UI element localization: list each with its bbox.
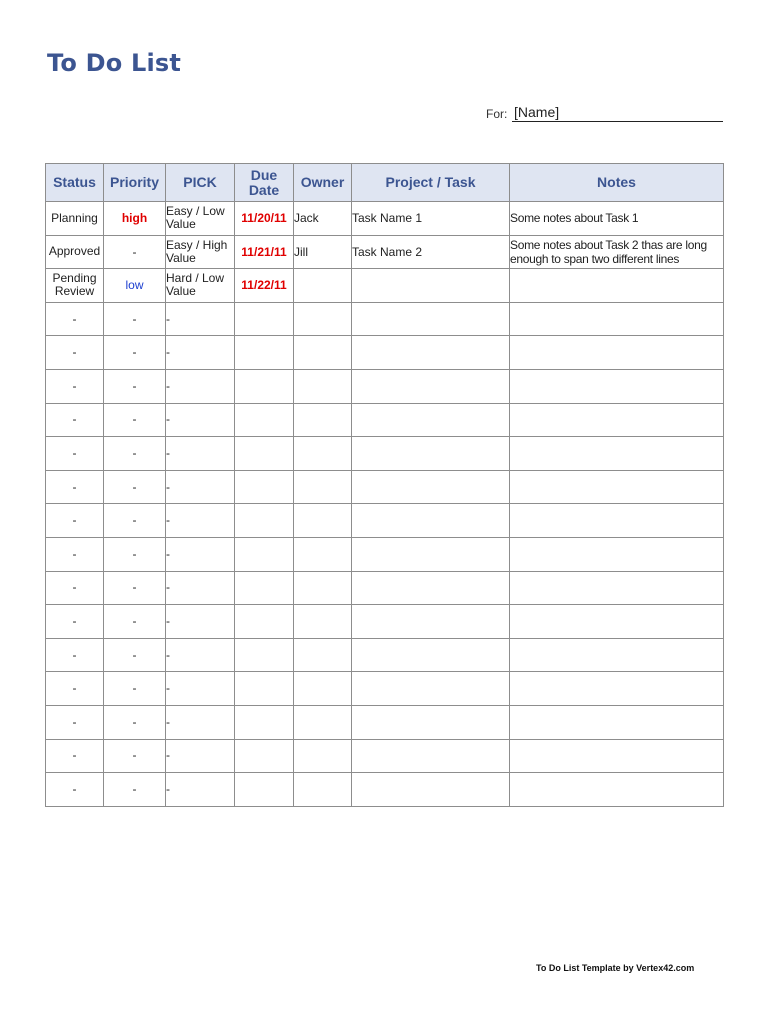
notes-line1: Some notes about Task 1 [510, 211, 639, 226]
col-header-pick: PICK [166, 164, 235, 202]
task-cell[interactable] [352, 638, 510, 672]
notes-cell[interactable] [510, 269, 724, 303]
notes-cell[interactable] [510, 470, 724, 504]
notes-cell[interactable] [510, 605, 724, 639]
table-row [46, 537, 724, 571]
task-cell[interactable]: Task Name 2 [352, 235, 510, 269]
table-row [46, 235, 724, 269]
table-row [46, 269, 724, 303]
due-date-cell[interactable] [235, 537, 294, 571]
task-cell[interactable] [352, 336, 510, 370]
pick-cell[interactable]: - [166, 739, 235, 773]
status-cell[interactable]: - [46, 705, 104, 739]
due-date-cell[interactable] [235, 504, 294, 538]
priority-cell[interactable]: - [104, 336, 166, 370]
owner-cell[interactable] [294, 437, 352, 471]
footer-credit: To Do List Template by Vertex42.com [536, 963, 695, 973]
notes-cell[interactable] [510, 504, 724, 538]
col-header-notes: Notes [510, 164, 724, 202]
priority-cell[interactable]: low [104, 269, 166, 303]
priority-cell[interactable]: - [104, 605, 166, 639]
due-date-cell[interactable] [235, 369, 294, 403]
table-row [46, 403, 724, 437]
table-row [46, 739, 724, 773]
status-cell[interactable]: - [46, 470, 104, 504]
task-cell[interactable] [352, 403, 510, 437]
priority-cell[interactable]: - [104, 537, 166, 571]
status-cell[interactable]: Approved [46, 235, 104, 269]
notes-line1: Some notes about Task 2 thas are long [510, 237, 707, 252]
owner-cell[interactable]: Jill [294, 235, 352, 269]
priority-cell[interactable]: - [104, 437, 166, 471]
due-date-cell[interactable] [235, 403, 294, 437]
priority-cell[interactable]: - [104, 672, 166, 706]
owner-cell[interactable] [294, 403, 352, 437]
for-label: For: [486, 107, 508, 121]
task-cell[interactable] [352, 739, 510, 773]
priority-cell[interactable]: - [104, 470, 166, 504]
table-row [46, 605, 724, 639]
pick-cell[interactable]: - [166, 672, 235, 706]
table-row [46, 571, 724, 605]
status-cell[interactable]: - [46, 571, 104, 605]
owner-cell[interactable] [294, 369, 352, 403]
priority-cell[interactable]: - [104, 571, 166, 605]
pick-cell[interactable]: - [166, 437, 235, 471]
task-cell[interactable] [352, 470, 510, 504]
task-cell[interactable] [352, 773, 510, 807]
notes-cell[interactable] [510, 739, 724, 773]
owner-cell[interactable] [294, 504, 352, 538]
table-row [46, 470, 724, 504]
notes-cell[interactable] [510, 369, 724, 403]
pick-cell[interactable]: - [166, 571, 235, 605]
owner-cell[interactable] [294, 470, 352, 504]
pick-cell[interactable]: - [166, 705, 235, 739]
owner-cell[interactable]: Jack [294, 202, 352, 236]
task-cell[interactable] [352, 437, 510, 471]
priority-cell[interactable]: - [104, 705, 166, 739]
status-cell[interactable]: Planning [46, 202, 104, 236]
task-cell[interactable] [352, 605, 510, 639]
notes-cell[interactable] [510, 672, 724, 706]
notes-cell[interactable] [510, 403, 724, 437]
pick-cell[interactable]: - [166, 470, 235, 504]
priority-cell[interactable]: high [104, 202, 166, 236]
col-header-owner: Owner [294, 164, 352, 202]
due-date-cell[interactable]: 11/22/11 [235, 269, 294, 303]
status-cell[interactable]: - [46, 773, 104, 807]
table-row [46, 302, 724, 336]
todo-table [45, 163, 724, 807]
owner-cell[interactable] [294, 705, 352, 739]
pick-line2: Value [166, 217, 196, 232]
priority-cell[interactable]: - [104, 739, 166, 773]
priority-cell[interactable]: - [104, 773, 166, 807]
priority-cell[interactable]: - [104, 403, 166, 437]
pick-cell[interactable]: - [166, 638, 235, 672]
notes-cell[interactable] [510, 336, 724, 370]
table-row [46, 437, 724, 471]
due-date-cell[interactable] [235, 638, 294, 672]
owner-cell[interactable] [294, 672, 352, 706]
due-date-cell[interactable] [235, 437, 294, 471]
due-date-cell[interactable] [235, 302, 294, 336]
task-cell[interactable] [352, 705, 510, 739]
pick-line1: Easy / High [166, 237, 228, 252]
notes-cell[interactable] [510, 235, 724, 269]
due-date-cell[interactable] [235, 705, 294, 739]
name-field[interactable]: [Name] [512, 103, 723, 122]
due-date-cell[interactable] [235, 672, 294, 706]
col-header-priority: Priority [104, 164, 166, 202]
due-date-cell[interactable] [235, 773, 294, 807]
pick-line2: Value [166, 250, 196, 265]
header-row [46, 164, 724, 202]
owner-cell[interactable] [294, 605, 352, 639]
table-row [46, 773, 724, 807]
due-date-cell[interactable] [235, 571, 294, 605]
due-date-cell[interactable] [235, 605, 294, 639]
pick-line1: Hard / Low [166, 271, 225, 286]
notes-cell[interactable] [510, 202, 724, 236]
status-cell[interactable]: - [46, 403, 104, 437]
notes-cell[interactable] [510, 705, 724, 739]
status-line2: Review [54, 284, 95, 299]
table-row [46, 336, 724, 370]
status-cell[interactable]: - [46, 638, 104, 672]
pick-cell[interactable]: - [166, 403, 235, 437]
status-cell[interactable]: - [46, 336, 104, 370]
notes-cell[interactable] [510, 638, 724, 672]
status-cell[interactable]: - [46, 504, 104, 538]
due-date-cell[interactable]: 11/21/11 [235, 235, 294, 269]
due-header-line2: Date [248, 181, 280, 198]
status-cell[interactable]: - [46, 369, 104, 403]
pick-cell[interactable]: - [166, 504, 235, 538]
pick-cell[interactable]: - [166, 605, 235, 639]
pick-cell[interactable] [166, 269, 235, 303]
table-row [46, 638, 724, 672]
status-cell[interactable]: - [46, 537, 104, 571]
pick-cell[interactable]: - [166, 336, 235, 370]
due-date-cell[interactable]: 11/20/11 [235, 202, 294, 236]
due-date-cell[interactable] [235, 470, 294, 504]
task-cell[interactable] [352, 504, 510, 538]
for-field-row [486, 103, 723, 124]
status-cell[interactable]: - [46, 437, 104, 471]
task-cell[interactable]: Task Name 1 [352, 202, 510, 236]
priority-cell[interactable]: - [104, 504, 166, 538]
pick-cell[interactable]: - [166, 537, 235, 571]
priority-cell[interactable]: - [104, 638, 166, 672]
owner-cell[interactable] [294, 571, 352, 605]
table-row [46, 369, 724, 403]
pick-cell[interactable] [166, 235, 235, 269]
task-cell[interactable] [352, 302, 510, 336]
priority-cell[interactable]: - [104, 235, 166, 269]
task-cell[interactable] [352, 571, 510, 605]
status-cell[interactable]: - [46, 302, 104, 336]
task-cell[interactable] [352, 269, 510, 303]
col-header-due-date [235, 164, 294, 202]
owner-cell[interactable] [294, 638, 352, 672]
col-header-project-task: Project / Task [352, 164, 510, 202]
table-row [46, 202, 724, 236]
pick-cell[interactable]: - [166, 369, 235, 403]
owner-cell[interactable] [294, 537, 352, 571]
notes-cell[interactable] [510, 437, 724, 471]
due-date-cell[interactable] [235, 739, 294, 773]
owner-cell[interactable] [294, 739, 352, 773]
table-row [46, 705, 724, 739]
priority-cell[interactable]: - [104, 302, 166, 336]
pick-line2: Value [166, 284, 196, 299]
pick-cell[interactable] [166, 202, 235, 236]
col-header-status: Status [46, 164, 104, 202]
table-row [46, 504, 724, 538]
page-title: To Do List [47, 49, 182, 77]
status-cell[interactable]: - [46, 739, 104, 773]
status-cell[interactable] [46, 269, 104, 303]
status-line1: Pending [52, 271, 97, 286]
task-cell[interactable] [352, 672, 510, 706]
table-row [46, 672, 724, 706]
pick-line1: Easy / Low [166, 204, 225, 219]
notes-cell[interactable] [510, 571, 724, 605]
due-header-line1: Due [250, 166, 278, 183]
pick-cell[interactable]: - [166, 773, 235, 807]
priority-cell[interactable]: - [104, 369, 166, 403]
owner-cell[interactable] [294, 302, 352, 336]
notes-line2: enough to span two different lines [510, 251, 680, 266]
owner-cell[interactable] [294, 336, 352, 370]
notes-cell[interactable] [510, 773, 724, 807]
notes-cell[interactable] [510, 302, 724, 336]
owner-cell[interactable] [294, 269, 352, 303]
status-cell[interactable]: - [46, 605, 104, 639]
owner-cell[interactable] [294, 773, 352, 807]
task-cell[interactable] [352, 537, 510, 571]
pick-cell[interactable]: - [166, 302, 235, 336]
status-cell[interactable]: - [46, 672, 104, 706]
due-date-cell[interactable] [235, 336, 294, 370]
task-cell[interactable] [352, 369, 510, 403]
notes-cell[interactable] [510, 537, 724, 571]
